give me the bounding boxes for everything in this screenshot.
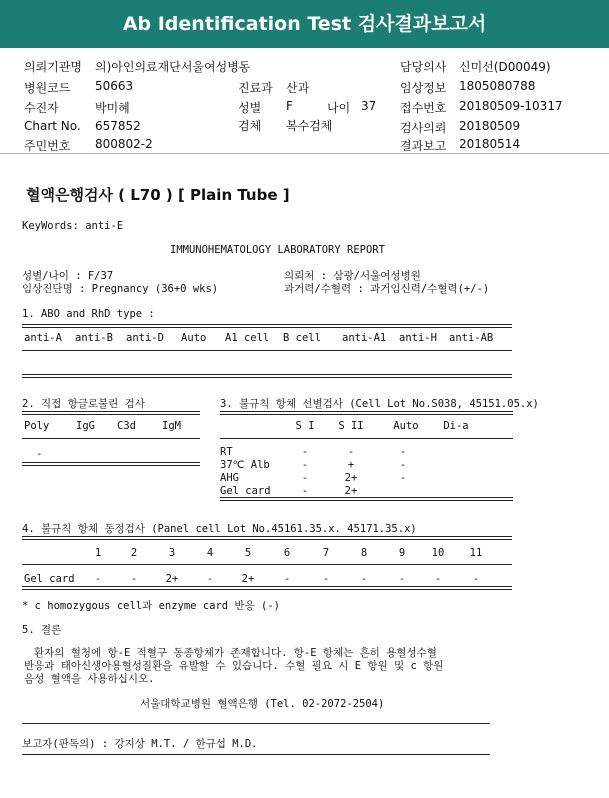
abo-col: anti-A1 [342, 332, 387, 344]
abo-col: Auto [181, 332, 207, 344]
department-value: 산과 [286, 81, 310, 95]
panel-col: 7 [322, 547, 330, 559]
panel-col: 1 [94, 547, 102, 559]
lab-title: IMMUNOHEMATOLOGY LABORATORY REPORT [170, 244, 385, 256]
examinee-label: 수진자 [24, 101, 59, 115]
panel-col: 9 [398, 547, 406, 559]
section2-title: 2. 직접 항글로불린 검사 [22, 398, 145, 410]
report-heading: 혈액은행검사 ( L70 ) [ Plain Tube ] [26, 186, 290, 204]
abo-col: anti-H [399, 332, 437, 344]
dat-col: IgG [76, 420, 95, 432]
age-value: 37 [361, 99, 377, 113]
conclusion-line: 반응과 태아신생아용혈성질환을 유발할 수 있습니다. 수혈 필요 시 E 항원 및 c 항원 [24, 660, 444, 672]
doctor-value: 신미선(D00049) [459, 60, 551, 74]
sex-value: F [286, 99, 293, 113]
section4-rule-top [22, 536, 512, 540]
section4-rule-bottom [22, 586, 512, 590]
institution-value: 의)아인의료재단서울여성병동 [95, 60, 251, 74]
panel-cell: - [283, 573, 291, 585]
institution-label: 의뢰기관명 [24, 60, 82, 74]
chart-no-label: Chart No. [24, 119, 81, 133]
panel-cell: - [398, 573, 406, 585]
panel-cell: 2+ [165, 573, 179, 585]
screen-cell: - [301, 472, 309, 484]
screen-row-label: RT [220, 446, 233, 458]
panel-col: 2 [130, 547, 138, 559]
age-label: 나이 [327, 101, 351, 115]
screen-row-label: Gel card [220, 485, 271, 497]
hospital-line: 서울대학교병원 혈액은행 (Tel. 02-2072-2504) [140, 698, 385, 710]
reporter-line: 보고자(판독의) : 강지상 M.T. / 한규섭 M.D. [22, 738, 258, 750]
diagnosis-line: 임상진단명 : Pregnancy (36+0 wks) [22, 283, 219, 295]
panel-col: 11 [469, 547, 483, 559]
section1-title: 1. ABO and RhD type : [22, 308, 155, 320]
received-label: 접수번호 [400, 101, 447, 115]
specimen-label: 검체 [238, 119, 262, 133]
screen-cell: 2+ [344, 485, 358, 497]
panel-col: 4 [206, 547, 214, 559]
section3-rule-bottom [220, 497, 513, 501]
panel-row-label: Gel card [24, 573, 75, 585]
doctor-label: 담당의사 [400, 60, 447, 74]
dat-col: C3d [117, 420, 136, 432]
hospital-code-label: 병원코드 [24, 81, 71, 95]
examinee-value: 박미혜 [95, 101, 130, 115]
section3-title: 3. 불규칙 항체 선별검사 (Cell Lot No.S038, 45151.05.x) [220, 398, 539, 410]
request-date-value: 20180509 [459, 119, 521, 133]
panel-col: 5 [244, 547, 252, 559]
screen-cell: - [399, 446, 407, 458]
report-date-value: 20180514 [459, 137, 521, 151]
signature-rule-bottom [22, 754, 490, 755]
section5-title: 5. 결론 [22, 624, 62, 636]
section3-rule-top [220, 411, 513, 415]
section1-rule-bottom [22, 374, 512, 378]
screen-row-label: 37℃ Alb [220, 459, 270, 471]
request-date-label: 검사의뢰 [400, 121, 447, 135]
sex-label: 성별 [238, 101, 262, 115]
hospital-code-value: 50663 [95, 79, 134, 93]
screen-col: Di-a [443, 420, 469, 432]
keywords: KeyWords: anti-E [22, 220, 124, 232]
abo-col: anti-AB [449, 332, 494, 344]
dat-value: - [36, 448, 43, 460]
panel-cell: - [472, 573, 480, 585]
clinical-info-label: 임상정보 [400, 81, 447, 95]
signature-rule-top [22, 723, 490, 724]
section4-title: 4. 불규칙 항체 동정검사 (Panel cell Lot No.45161.35.x. 45171.35.x) [22, 523, 417, 535]
screen-cell: - [399, 459, 407, 471]
dat-col: Poly [24, 420, 50, 432]
screen-col: S II [338, 420, 364, 432]
screen-col: Auto [393, 420, 419, 432]
screen-cell: - [347, 446, 355, 458]
screen-cell: - [399, 472, 407, 484]
panel-cell: - [206, 573, 214, 585]
screen-row-label: AHG [220, 472, 239, 484]
panel-cell: - [434, 573, 442, 585]
lab-report [0, 164, 609, 798]
sex-age-line: 성별/나이 : F/37 [22, 270, 114, 282]
specimen-value: 복수검체 [286, 119, 333, 133]
section2-rule-mid [22, 438, 200, 439]
screen-cell: - [301, 485, 309, 497]
report-title-banner: Ab Identification Test 검사결과보고서 [0, 0, 609, 48]
abo-col: anti-D [126, 332, 164, 344]
clinical-info-value: 1805080788 [459, 79, 536, 93]
screen-cell: - [301, 459, 309, 471]
section2-rule-top [22, 411, 200, 415]
department-label: 진료과 [238, 81, 273, 95]
section1-rule-top [22, 324, 512, 328]
received-value: 20180509-10317 [459, 99, 563, 113]
panel-col: 3 [168, 547, 176, 559]
section2-rule-bottom [22, 462, 200, 466]
abo-col: B cell [283, 332, 321, 344]
section1-rule-mid [22, 350, 512, 351]
id-number-value: 800802-2 [95, 137, 153, 151]
panel-cell: - [360, 573, 368, 585]
screen-cell: + [347, 459, 355, 471]
requester-line: 의뢰처 : 삼광/서울여성병원 [284, 270, 421, 282]
abo-col: anti-A [24, 332, 62, 344]
screen-cell: - [301, 446, 309, 458]
chart-no-value: 657852 [95, 119, 141, 133]
section4-note: * c homozygous cell과 enzyme card 반응 (-) [22, 600, 281, 612]
id-number-label: 주민번호 [24, 139, 71, 153]
screen-cell: 2+ [344, 472, 358, 484]
screen-col: S I [295, 420, 315, 432]
panel-cell: - [94, 573, 102, 585]
panel-col: 6 [283, 547, 291, 559]
conclusion-line: 음성 혈액을 사용하십시오. [24, 673, 155, 685]
abo-col: anti-B [75, 332, 113, 344]
panel-cell: - [322, 573, 330, 585]
section4-rule-mid [22, 564, 512, 565]
conclusion-line: 환자의 혈청에 항-E 적혈구 동종항체가 존재합니다. 항-E 항체는 흔히 용혈성수혈 [34, 647, 437, 659]
dat-col: IgM [162, 420, 181, 432]
panel-col: 8 [360, 547, 368, 559]
panel-cell: - [130, 573, 138, 585]
panel-col: 10 [431, 547, 445, 559]
section3-rule-mid [220, 438, 513, 439]
header-divider [0, 153, 609, 154]
history-line: 과거력/수혈력 : 과거임신력/수혈력(+/-) [284, 283, 490, 295]
report-date-label: 결과보고 [400, 139, 447, 153]
panel-cell: 2+ [241, 573, 255, 585]
abo-col: A1 cell [225, 332, 270, 344]
